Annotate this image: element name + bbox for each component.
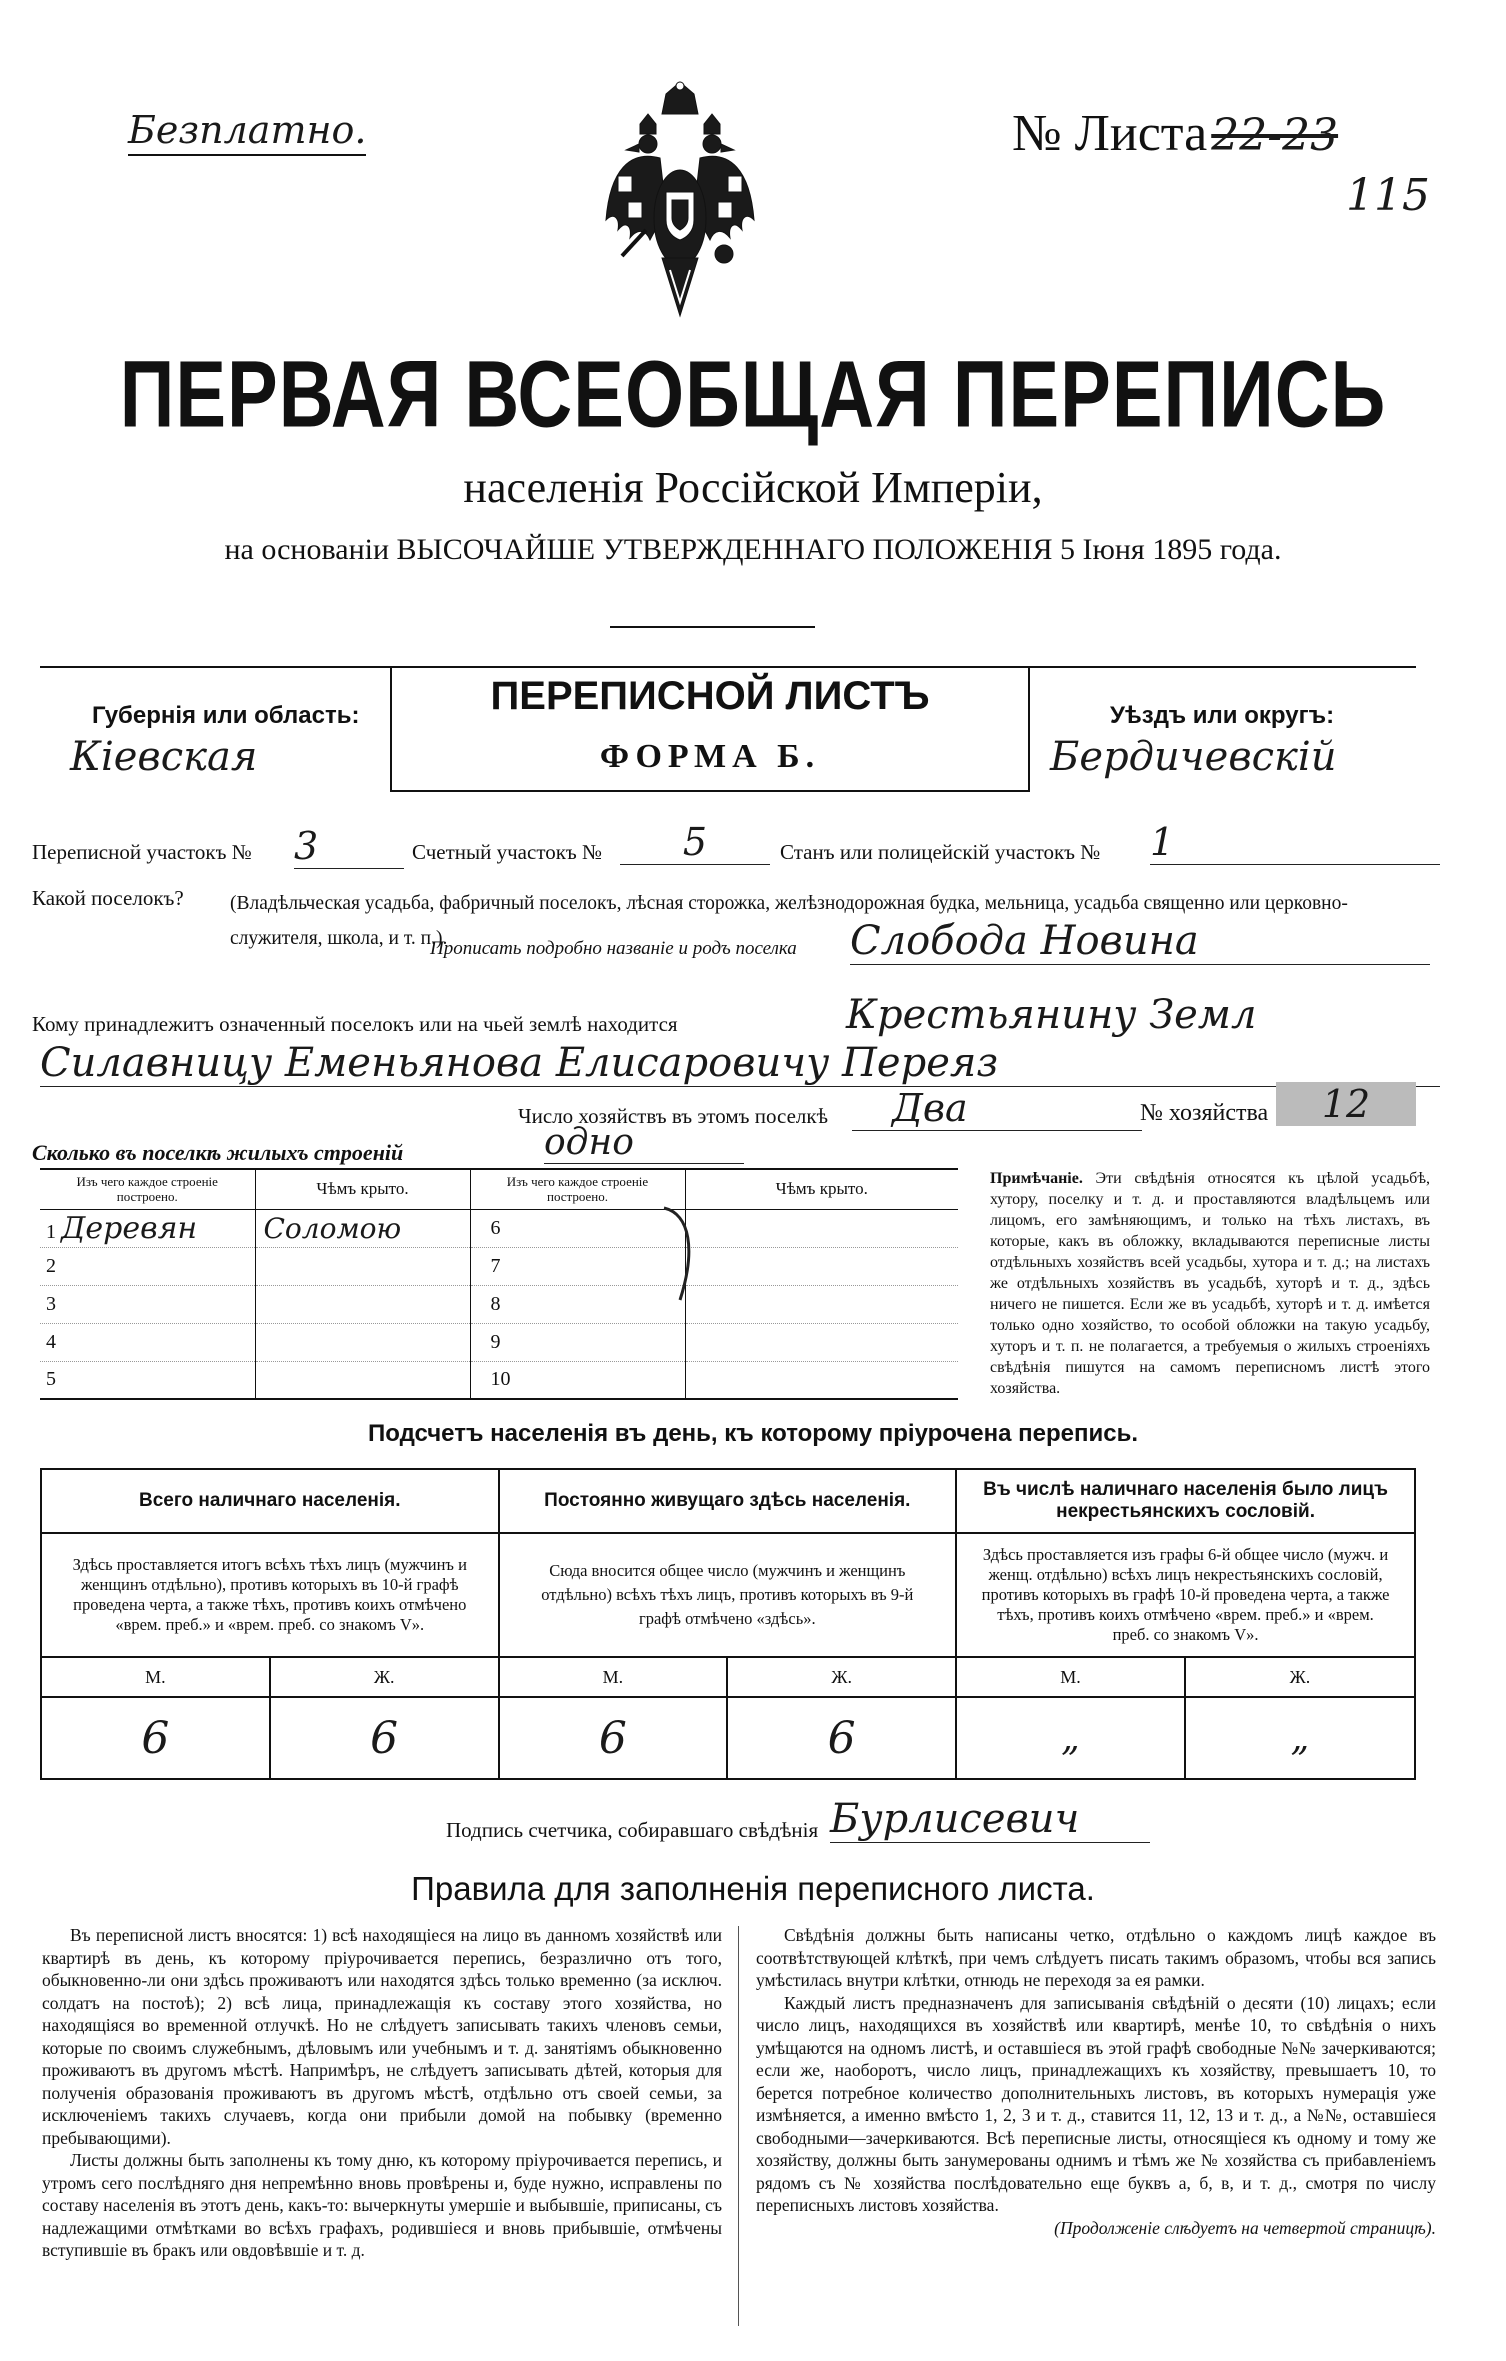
total-male-value[interactable]: 6	[41, 1697, 270, 1779]
form-box-right	[1028, 666, 1030, 792]
building-material-value[interactable]: Деревян	[61, 1210, 198, 1246]
settlement-hint-italic: Прописать подробно названіе и родъ поселка	[430, 938, 797, 959]
sheet-number-value: 22-23	[1211, 110, 1339, 161]
province-value: Кіевская	[70, 734, 258, 780]
rules-continued: (Продолженіе слѣдуетъ на четвертой страницѣ).	[1054, 2217, 1436, 2238]
population-title: Подсчетъ населенія въ день, къ которому пріурочена перепись.	[368, 1420, 1138, 1447]
row-number: 9	[470, 1323, 685, 1361]
form-box-bottom	[390, 790, 1030, 792]
row-number: 2	[40, 1247, 255, 1285]
population-desc-row	[41, 1533, 1415, 1657]
table-row	[40, 1209, 958, 1247]
bracket-mark	[660, 1200, 700, 1320]
table-row	[40, 1285, 958, 1323]
buildings-col-roof-right: Чѣмъ крыто.	[685, 1169, 958, 1209]
district-label: Уѣздъ или округъ:	[1110, 702, 1335, 729]
total-female-value[interactable]: 6	[270, 1697, 499, 1779]
signature-value[interactable]: Бурлисевич	[830, 1796, 1150, 1843]
population-sex-row	[41, 1657, 1415, 1697]
sheet-number-label: № Листа	[1012, 105, 1208, 162]
subtitle: населенія Россійской Имперіи,	[463, 463, 1043, 512]
owner-value-2[interactable]: Силавницу Еменьянова Елисаровичу Переяз	[40, 1040, 1440, 1087]
census-area-value[interactable]: 3	[294, 824, 404, 869]
row-number: 7	[470, 1247, 685, 1285]
signature-label: Подпись счетчика, собиравшаго свѣдѣнія	[446, 1818, 819, 1842]
buildings-header-row	[40, 1169, 958, 1209]
divider	[610, 626, 815, 628]
male-label: М.	[956, 1657, 1185, 1697]
resident-female-value[interactable]: 6	[727, 1697, 956, 1779]
male-label: М.	[41, 1657, 270, 1697]
household-no-label: № хозяйства	[1140, 1100, 1269, 1126]
buildings-value[interactable]: одно	[544, 1122, 744, 1164]
female-label: Ж.	[727, 1657, 956, 1697]
household-no-value[interactable]: 12	[1276, 1082, 1416, 1126]
owner-label: Кому принадлежитъ означенный поселокъ или на чьей землѣ находится	[32, 1012, 678, 1036]
owner-value-1[interactable]: Крестьянину Земл	[846, 992, 1257, 1038]
population-values-row	[41, 1697, 1415, 1779]
population-col2-title: Постоянно живущаго здѣсь населенія.	[499, 1469, 957, 1533]
population-table	[40, 1468, 1416, 1780]
building-roof-value[interactable]: Соломою	[263, 1211, 402, 1245]
rules-column-divider	[738, 1926, 739, 2326]
row-number: 3	[40, 1285, 255, 1323]
rules-title: Правила для заполненія переписного листа.	[411, 1870, 1095, 1907]
note	[990, 1168, 1430, 1399]
row-number: 5	[40, 1361, 255, 1399]
resident-male-value[interactable]: 6	[499, 1697, 728, 1779]
form-box-top	[40, 666, 1416, 668]
buildings-label: Сколько въ поселкѣ жилыхъ строеній	[32, 1140, 404, 1165]
note-lead: Примѣчаніе.	[990, 1170, 1083, 1187]
rules-right-column	[756, 1924, 1436, 2239]
sheet-number	[1012, 104, 1338, 163]
female-label: Ж.	[270, 1657, 499, 1697]
stan-label: Станъ или полицейскій участокъ №	[780, 840, 1101, 864]
form-title: ПЕРЕПИСНОЙ ЛИСТЪ	[490, 674, 930, 718]
population-col2-desc: Сюда вносится общее число (мужчинъ и женщинъ отдѣльно) всѣхъ тѣхъ лицъ, противъ которыхъ въ 9-й графѣ отмѣчено «здѣсь».	[499, 1533, 957, 1657]
buildings-table	[40, 1168, 958, 1400]
settlement-hint: (Владѣльческая усадьба, фабричный поселокъ, лѣсная сторожка, желѣзнодорожная будка, мельница, усадьба священно или церковно-служителя, школа, и т. п.).	[230, 893, 1348, 949]
population-col3-title: Въ числѣ наличнаго населенія было лицъ некрестьянскихъ сословій.	[956, 1469, 1415, 1533]
population-header-row	[41, 1469, 1415, 1533]
male-label: М.	[499, 1657, 728, 1697]
buildings-col-material-right: Изъ чего каждое строеніе построено.	[470, 1169, 685, 1209]
table-row	[40, 1361, 958, 1399]
table-row	[40, 1323, 958, 1361]
imperial-eagle-emblem	[600, 80, 760, 330]
settlement-label: Какой поселокъ?	[32, 886, 184, 910]
nonpeasant-female-value[interactable]: „	[1185, 1697, 1415, 1779]
legal-basis: на основаніи ВЫСОЧАЙШЕ УТВЕРЖДЕННАГО ПОЛОЖЕНІЯ 5 Іюня 1895 года.	[224, 533, 1282, 566]
settlement-value[interactable]: Слобода Новина	[850, 918, 1430, 965]
rules-right-paragraph-1: Свѣдѣнія должны быть написаны четко, отдѣльно о каждомъ лицѣ каждое въ соотвѣтствующей клѣткѣ, при чемъ слѣдуетъ писать такимъ образомъ, чтобы вся запись умѣстилась внутри клѣтки, отнюдь не переходя за ея рамки.	[756, 1925, 1436, 1990]
row-number: 10	[470, 1361, 685, 1399]
stan-value[interactable]: 1	[1150, 820, 1440, 865]
free-label: Безплатно.	[128, 108, 366, 156]
row-number: 6	[470, 1209, 685, 1247]
row-number: 4	[40, 1323, 255, 1361]
rules-left-paragraph-2: Листы должны быть заполнены къ тому дню, къ которому пріурочивается перепись, и утромъ сего послѣдняго дня непремѣнно вновь провѣрены и, буде нужно, исправлены по составу населенія въ этотъ день, какъ-то: вычеркнуты умершіе и выбывшіе, приписаны, съ надлежащими отмѣтками во всѣхъ графахъ, родившіеся и вновь прибывшіе, отмѣчены вступившіе въ бракъ или овдовѣвшіе и т. д.	[42, 2150, 722, 2260]
population-col1-desc: Здѣсь проставляется итогъ всѣхъ тѣхъ лицъ (мужчинъ и женщинъ отдѣльно), противъ которыхъ въ 10-й графѣ проведена черта, а также тѣхъ, противъ коихъ отмѣчено «врем. преб.» и «врем. преб. со знакомъ V».	[41, 1533, 499, 1657]
female-label: Ж.	[1185, 1657, 1415, 1697]
rules-left-paragraph-1: Въ переписной листъ вносятся: 1) всѣ находящіеся на лицо въ данномъ хозяйствѣ или квартирѣ въ день, къ которому пріурочивается перепись, безразлично отъ того, обыкновенно-ли они здѣсь проживаютъ или находятся здѣсь только временно (за исключ. солдатъ на постоѣ); 2) всѣ лица, принадлежащія къ составу этого хозяйства, но находящіяся во временной отлучкѣ. Но не слѣдуетъ записывать такихъ членовъ семьи, которые по своимъ служебнымъ, дѣловымъ или учебнымъ и т. д. занятіямъ обыкновенно проживаютъ въ другомъ мѣстѣ. Напримѣръ, не слѣдуетъ записывать дѣтей, которыя для полученія образованія проживаютъ въ другомъ мѣстѣ, отдѣльно отъ своей семьи, за исключеніемъ такихъ случаевъ, когда они прибыли домой на побывку (временно пребывающими).	[42, 1925, 722, 2148]
province-label: Губернія или область:	[92, 702, 360, 729]
form-label: ФОРМА Б.	[599, 738, 821, 775]
note-text: Эти свѣдѣнія относятся къ цѣлой усадьбѣ, хутору, поселку и т. д. и проставляются владѣльцемъ или лицомъ, его замѣняющимъ, и только на тѣхъ листахъ, въ которые, какъ въ обложку, вкладываются переписные листы отдѣльныхъ хозяйствъ всей усадьбы, хутора и т. д.; на листахъ же отдѣльныхъ хозяйствъ въ усадьбѣ, хуторѣ и т. д., здѣсь ничего не пишется. Если же въ усадьбѣ, хуторѣ и т. д. имѣется только одно хозяйство, то особой обложки на такую усадьбу, хуторъ и т. п. не полагается, а требуемыя о жилыхъ строеніяхъ свѣдѣнія пишутся на самомъ переписномъ листѣ этого хозяйства.	[990, 1170, 1430, 1397]
buildings-col-material-left: Изъ чего каждое строеніе построено.	[40, 1169, 255, 1209]
row-number: 1	[46, 1220, 56, 1243]
buildings-col-roof-left: Чѣмъ крыто.	[255, 1169, 470, 1209]
census-area-row	[32, 820, 1452, 870]
households-value[interactable]: Два	[852, 1086, 1142, 1131]
count-area-label: Счетный участокъ №	[412, 840, 603, 864]
main-title: ПЕРВАЯ ВСЕОБЩАЯ ПЕРЕПИСЬ	[119, 341, 1387, 448]
table-row	[40, 1247, 958, 1285]
population-col1-title: Всего наличнаго населенія.	[41, 1469, 499, 1533]
rules-right-paragraph-2: Каждый листъ предназначенъ для записыванія свѣдѣній о десяти (10) лицахъ; если число лицъ, находящихся въ хозяйствѣ или квартирѣ, менѣе 10, то свѣдѣнія о нихъ умѣщаются на одномъ листѣ, и оставшіеся въ этой графѣ свободные №№ зачеркиваются; если же, наоборотъ, число лицъ, принадлежащихъ къ хозяйству, превышаетъ 10, то берется потребное количество дополнительныхъ листовъ, въ которыхъ нумерація уже измѣняется, а именно вмѣсто 1, 2, 3 и т. д., ставится 11, 12, 13 и т. д., а №№, оставшіеся свободными—зачеркиваются. Всѣ переписные листы, относящіеся къ одному и тому же хозяйству, должны быть занумерованы однимъ и тѣмъ же № хозяйства съ прибавленіемъ рядомъ съ № хозяйства послѣдовательно еще буквъ а, б, в, и т. д., смотря по числу переписныхъ листовъ хозяйства.	[756, 1992, 1436, 2215]
rules-left-column	[42, 1924, 722, 2262]
count-area-value[interactable]: 5	[620, 820, 770, 865]
district-value: Бердичевскій	[1050, 734, 1337, 780]
households-label: Число хозяйствъ въ этомъ поселкѣ	[518, 1104, 828, 1128]
population-col3-desc: Здѣсь проставляется изъ графы 6-й общее число (мужч. и женщ. отдѣльно) всѣхъ лицъ некрестьянскихъ сословій, противъ которыхъ въ графѣ 10-й проведена черта, а также тѣхъ, противъ коихъ отмѣчено «врем. преб.» и «врем. преб. со знакомъ V».	[956, 1533, 1415, 1657]
nonpeasant-male-value[interactable]: „	[956, 1697, 1185, 1779]
row-number: 8	[470, 1285, 685, 1323]
census-area-label: Переписной участокъ №	[32, 840, 252, 864]
archive-number: 115	[1346, 170, 1430, 221]
